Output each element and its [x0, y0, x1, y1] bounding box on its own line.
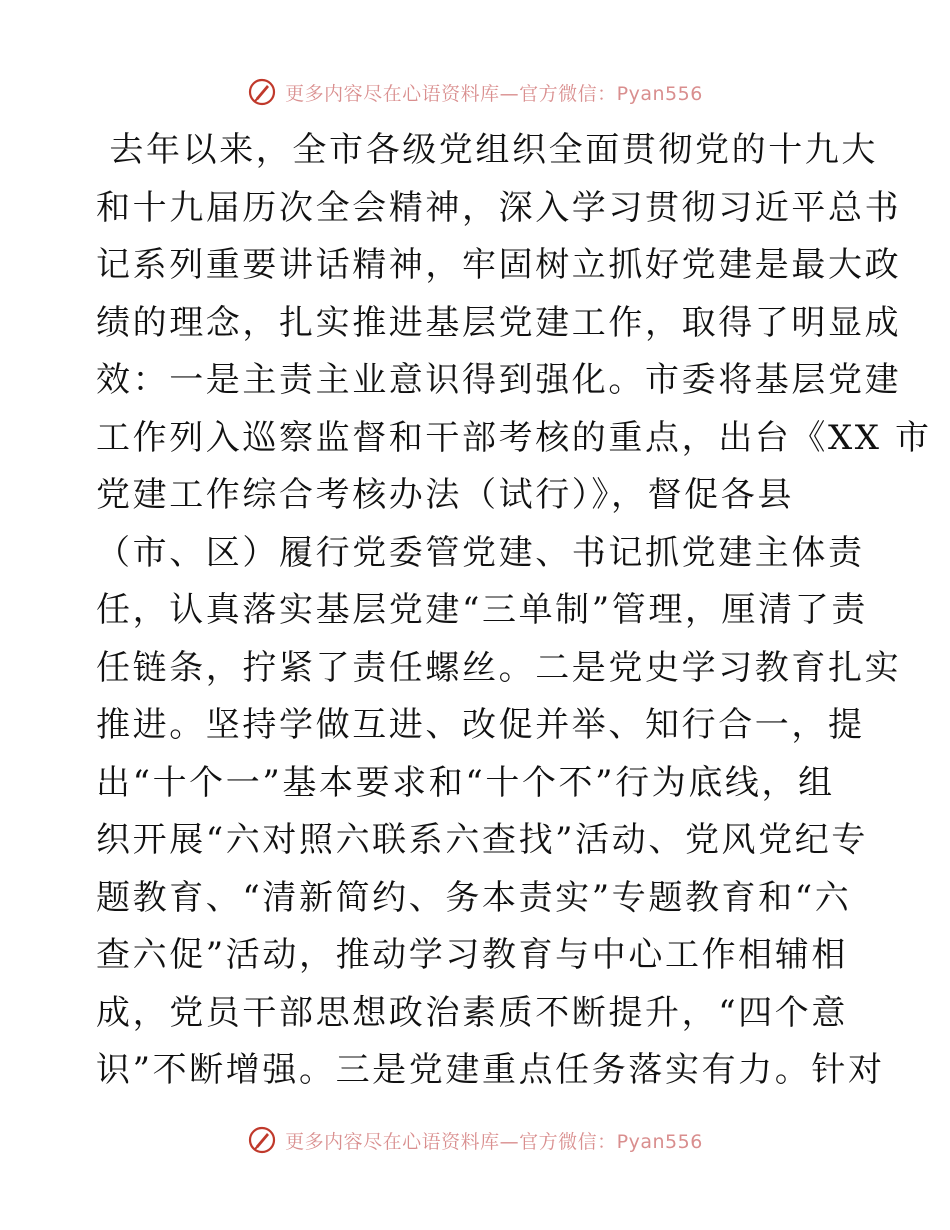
text-line: 成，党员干部思想政治素质不断提升，“四个意 — [96, 992, 848, 1033]
text-line: 和十九届历次全会精神，深入学习贯彻习近平总书 — [96, 187, 902, 228]
text-line: 出“十个一”基本要求和“十个不”行为底线，组 — [96, 762, 835, 803]
text-line: 记系列重要讲话精神，牢固树立抓好党建是最大政 — [96, 245, 902, 285]
text-line: 识”不断增强。三是党建重点任务落实有力。针对 — [96, 1050, 885, 1090]
watermark-text: 更多内容尽在心语资料库—官方微信：Pyan556 — [285, 1130, 703, 1153]
text-line: 党建工作综合考核办法（试行）》，督促各县 — [96, 475, 794, 515]
text-line: 工作列入巡察监督和干部考核的重点，出台《XX 市 — [96, 417, 932, 458]
watermark-header — [0, 72, 950, 112]
text-line: 织开展“六对照六联系六查找”活动、党风党纪专 — [96, 820, 868, 860]
document-paragraph — [96, 122, 932, 1100]
quill-logo-icon — [247, 1125, 277, 1155]
text-line: 查六促”活动，推动学习教育与中心工作相辅相 — [96, 935, 848, 975]
text-line: 绩的理念，扎实推进基层党建工作，取得了明显成 — [96, 302, 902, 343]
text-line: 任，认真落实基层党建“三单制”管理，厘清了责 — [96, 590, 868, 630]
text-line: 效：一是主责主业意识得到强化。市委将基层党建 — [96, 360, 902, 400]
text-line: （市、区）履行党委管党建、书记抓党建主体责 — [96, 532, 865, 573]
text-line: 去年以来，全市各级党组织全面贯彻党的十九大 — [96, 130, 879, 170]
text-line: 推进。坚持学做互进、改促并举、知行合一，提 — [96, 705, 865, 745]
text-line: 题教育、“清新简约、务本责实”专题教育和“六 — [96, 877, 852, 918]
quill-logo-icon — [247, 77, 277, 107]
text-line: 任链条，拧紧了责任螺丝。二是党史学习教育扎实 — [96, 647, 902, 688]
watermark-footer — [0, 1120, 950, 1160]
watermark-text: 更多内容尽在心语资料库—官方微信：Pyan556 — [285, 82, 703, 105]
